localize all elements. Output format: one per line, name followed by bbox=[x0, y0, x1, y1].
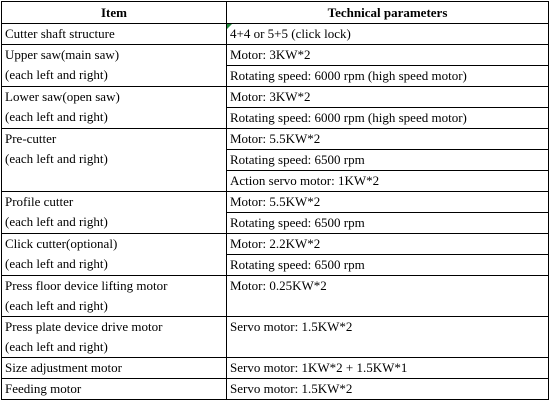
item-name: Click cutter(optional) bbox=[5, 236, 118, 251]
parameter-cell: Rotating speed: 6500 rpm bbox=[227, 255, 549, 276]
item-cell bbox=[2, 379, 227, 400]
parameter-cell: Motor: 3KW*2 bbox=[227, 87, 549, 108]
item-name: Feeding motor bbox=[5, 381, 82, 396]
item-note: (each left and right) bbox=[5, 67, 108, 82]
item-cell bbox=[2, 317, 227, 358]
item-cell bbox=[2, 87, 227, 129]
parameter-cell: 4+4 or 5+5 (click lock) bbox=[227, 24, 549, 45]
item-note: (each left and right) bbox=[5, 214, 108, 229]
parameter-cell: Rotating speed: 6000 rpm (high speed motor) bbox=[227, 108, 549, 129]
item-name: Upper saw(main saw) bbox=[5, 47, 120, 62]
item-note: (each left and right) bbox=[5, 256, 108, 271]
technical-parameters-table bbox=[1, 1, 549, 400]
table-row bbox=[2, 317, 549, 358]
parameter-cell: Servo motor: 1.5KW*2 bbox=[227, 317, 549, 358]
parameter-cell: Servo motor: 1KW*2 + 1.5KW*1 bbox=[227, 358, 549, 379]
table-row bbox=[2, 379, 549, 400]
parameter-cell: Motor: 2.2KW*2 bbox=[227, 234, 549, 255]
table-body bbox=[2, 24, 549, 400]
parameter-cell: Rotating speed: 6500 rpm bbox=[227, 213, 549, 234]
parameter-cell: Servo motor: 1.5KW*2 bbox=[227, 379, 549, 400]
table-row bbox=[2, 129, 549, 150]
item-cell bbox=[2, 358, 227, 379]
item-name: Profile cutter bbox=[5, 194, 74, 209]
item-cell bbox=[2, 192, 227, 234]
cell-marker-icon bbox=[227, 24, 232, 29]
item-spacer bbox=[5, 169, 226, 189]
item-cell bbox=[2, 276, 227, 317]
item-cell bbox=[2, 234, 227, 276]
table-row bbox=[2, 192, 549, 213]
item-name: Lower saw(open saw) bbox=[5, 89, 120, 104]
parameter-cell: Rotating speed: 6000 rpm (high speed motor) bbox=[227, 66, 549, 87]
item-name: Press plate device drive motor bbox=[5, 319, 163, 334]
item-note: (each left and right) bbox=[5, 339, 108, 354]
item-note: (each left and right) bbox=[5, 151, 108, 166]
header-row bbox=[2, 2, 549, 24]
header-technical-parameters: Technical parameters bbox=[227, 2, 549, 24]
item-name: Press floor device lifting motor bbox=[5, 278, 168, 293]
table-row bbox=[2, 24, 549, 45]
header-item: Item bbox=[2, 2, 227, 24]
parameter-cell: Motor: 0.25KW*2 bbox=[227, 276, 549, 317]
item-note: (each left and right) bbox=[5, 298, 108, 313]
item-note: (each left and right) bbox=[5, 109, 108, 124]
table-row bbox=[2, 358, 549, 379]
item-name: Pre-cutter bbox=[5, 131, 57, 146]
table-row bbox=[2, 276, 549, 317]
item-name: Cutter shaft structure bbox=[5, 26, 115, 41]
item-name: Size adjustment motor bbox=[5, 360, 122, 375]
item-cell bbox=[2, 45, 227, 87]
parameter-cell: Motor: 5.5KW*2 bbox=[227, 192, 549, 213]
parameter-cell: Motor: 3KW*2 bbox=[227, 45, 549, 66]
table-row bbox=[2, 87, 549, 108]
table-row bbox=[2, 234, 549, 255]
item-cell bbox=[2, 24, 227, 45]
parameter-cell: Rotating speed: 6500 rpm bbox=[227, 150, 549, 171]
parameter-cell: Action servo motor: 1KW*2 bbox=[227, 171, 549, 192]
item-cell bbox=[2, 129, 227, 192]
table-row bbox=[2, 45, 549, 66]
parameter-cell: Motor: 5.5KW*2 bbox=[227, 129, 549, 150]
